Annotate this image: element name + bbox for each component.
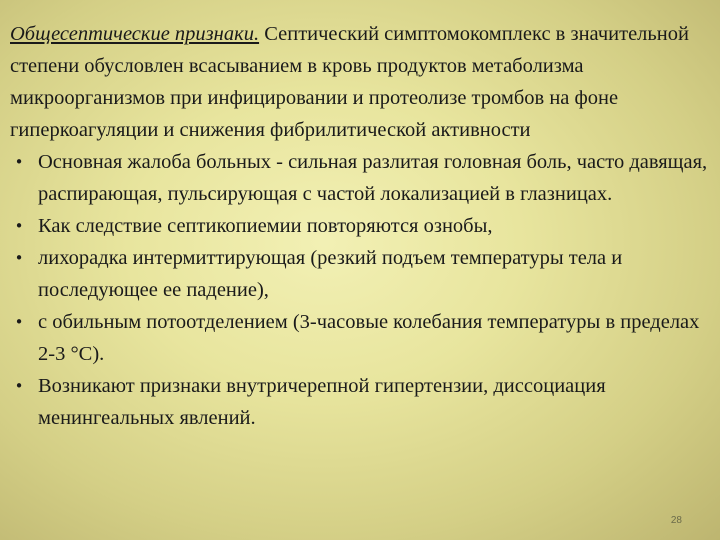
intro-text: Септический симптомокомплекс в значительной степени обусловлен всасыванием в кровь продуктов метаболизма микроорганизмов при инфицировании и протеолизе тромбов на фоне гиперкоагуляции и снижения фибрилитической активности [10,23,689,141]
bullet-dot-icon: • [14,217,24,235]
list-item [10,242,716,306]
bullet-dot-icon: • [14,249,24,267]
bullet-text: Возникают признаки внутричерепной гипертензии, диссоциация менингеальных явлений. [38,375,606,429]
page-number: 28 [670,515,682,526]
slide-heading: Общесептические признаки. [10,23,260,45]
intro-paragraph [10,18,716,146]
bullet-text: Основная жалоба больных - сильная разлитая головная боль, часто давящая, распирающая, пульсирующая с частой локализацией в глазницах. [38,151,708,205]
list-item [10,146,716,210]
bullet-text: с обильным потоотделением (3-часовые колебания температуры в пределах 2-3 °С). [38,311,700,365]
bullet-dot-icon: • [14,377,24,395]
bullet-text: лихорадка интермиттирующая (резкий подъем температуры тела и последующее ее падение), [38,247,623,301]
slide-content [10,18,716,434]
bullet-text: Как следствие септикопиемии повторяются ознобы, [38,215,493,237]
list-item [10,210,716,242]
list-item [10,370,716,434]
bullet-list [10,146,716,434]
bullet-dot-icon: • [14,313,24,331]
list-item [10,306,716,370]
bullet-dot-icon: • [14,153,24,171]
